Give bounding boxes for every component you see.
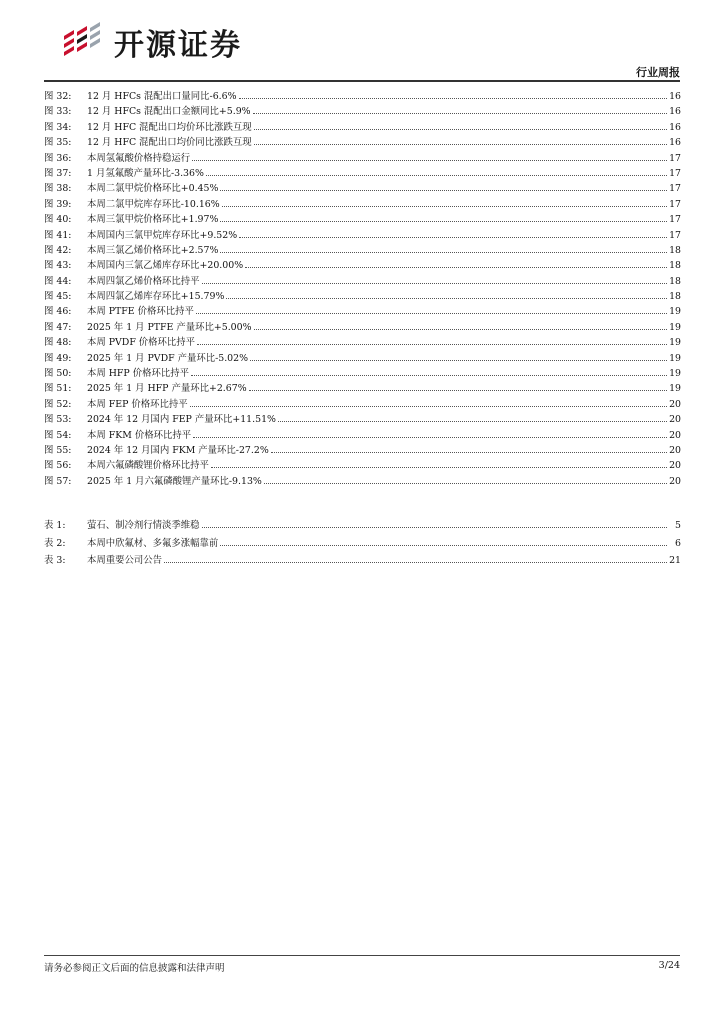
toc-entry-title: 12 月 HFCs 混配出口量同比-6.6% [87, 91, 237, 102]
toc-entry-title: 2025 年 1 月 HFP 产量环比+2.67% [87, 383, 247, 395]
toc-entry-page: 20 [669, 475, 681, 487]
toc-leader [239, 89, 667, 99]
toc-entry-label: 表 2: [44, 537, 66, 549]
toc-leader [190, 397, 667, 407]
toc-leader [211, 458, 667, 468]
brand-logo [60, 22, 242, 62]
toc-entry-label: 图 46: [44, 306, 72, 318]
toc-entry-figure[interactable] [44, 151, 681, 166]
toc-leader [202, 274, 667, 284]
toc-entry-label: 表 3: [44, 555, 66, 567]
toc-entry-title: 本周三氯甲烷价格环比+1.97% [87, 214, 219, 226]
toc-entry-label: 图 35: [44, 137, 72, 149]
toc-entry-title: 12 月 HFCs 混配出口金额同比+5.9% [87, 106, 251, 118]
toc-leader [192, 151, 667, 161]
toc-entry-label: 图 52: [44, 398, 72, 410]
toc-entry-figure[interactable] [44, 428, 681, 443]
toc-entry-figure[interactable] [44, 474, 681, 489]
toc-entry-label: 图 45: [44, 291, 72, 303]
toc-leader [264, 474, 667, 484]
toc-entry-label: 图 57: [44, 475, 72, 487]
toc-entry-title: 本周三氯乙烯价格环比+2.57% [87, 244, 219, 256]
toc-leader [250, 351, 667, 361]
toc-leader [220, 212, 667, 222]
toc-entry-label: 表 1: [44, 520, 66, 531]
toc-entry-page: 20 [669, 460, 681, 472]
toc-entry-figure[interactable] [44, 381, 681, 396]
toc-entry-title: 12 月 HFC 混配出口均价同比涨跌互现 [87, 137, 252, 149]
toc-entry-page: 17 [669, 198, 681, 210]
toc-entry-label: 图 55: [44, 444, 72, 456]
toc-entry-figure[interactable] [44, 243, 681, 258]
toc-leader [239, 228, 667, 238]
toc-entry-figure[interactable] [44, 397, 681, 412]
toc-entry-figure[interactable] [44, 120, 681, 135]
toc-entry-title: 2025 年 1 月 PVDF 产量环比-5.02% [87, 352, 249, 364]
toc-entry-label: 图 44: [44, 275, 72, 287]
toc-entry-page: 17 [669, 229, 681, 241]
toc-entry-title: 本周六氟磷酸锂价格环比持平 [87, 460, 209, 472]
toc-entry-label: 图 56: [44, 460, 72, 472]
toc-entry-page: 20 [669, 444, 681, 456]
toc-entry-page: 5 [675, 520, 681, 531]
page-number: 3/24 [658, 960, 680, 971]
toc-entry-figure[interactable] [44, 181, 681, 196]
toc-leader [222, 197, 667, 207]
toc-entry-page: 19 [669, 306, 681, 318]
toc-entry-figure[interactable] [44, 197, 681, 212]
toc-entry-title: 本周 PTFE 价格环比持平 [87, 306, 194, 318]
toc-leader [271, 443, 667, 453]
toc-entry-figure[interactable] [44, 166, 681, 181]
brand-logo-icon [60, 22, 108, 62]
toc-entry-title: 本周 FEP 价格环比持平 [87, 398, 188, 410]
disclaimer-note: 请务必参阅正文后面的信息披露和法律声明 [44, 963, 225, 974]
toc-entry-page: 17 [669, 214, 681, 226]
toc-entry-label: 图 47: [44, 321, 72, 333]
toc-entry-title: 本周国内三氯乙烯库存环比+20.00% [87, 260, 244, 272]
toc-entry-figure[interactable] [44, 212, 681, 227]
toc-entry-title: 2025 年 1 月 PTFE 产量环比+5.00% [87, 321, 252, 333]
toc-entry-title: 2024 年 12 月国内 FKM 产量环比-27.2% [87, 444, 269, 456]
toc-leader [226, 289, 667, 299]
toc-entry-title: 本周 HFP 价格环比持平 [87, 368, 189, 380]
toc-entry-page: 19 [669, 337, 681, 349]
toc-entry-figure[interactable] [44, 335, 681, 350]
toc-entry-figure[interactable] [44, 104, 681, 119]
toc-entry-label: 图 48: [44, 337, 72, 349]
toc-entry-title: 2025 年 1 月六氟磷酸锂产量环比-9.13% [87, 475, 262, 487]
toc-entry-label: 图 36: [44, 152, 72, 164]
toc-entry-title: 本周二氯甲烷库存环比-10.16% [87, 198, 220, 210]
toc-entry-label: 图 42: [44, 244, 72, 256]
toc-entry-label: 图 37: [44, 167, 72, 179]
footer-divider [44, 955, 680, 956]
toc-entry-figure[interactable] [44, 458, 681, 473]
toc-entry-page: 17 [669, 167, 681, 179]
toc-entry-figure[interactable] [44, 274, 681, 289]
toc-leader [253, 104, 667, 114]
toc-entry-label: 图 43: [44, 260, 72, 272]
toc-entry-page: 16 [669, 106, 681, 118]
toc-leader [278, 412, 667, 422]
report-type: 行业周报 [636, 66, 680, 79]
toc-entry-figure[interactable] [44, 228, 681, 243]
toc-entry-page: 19 [669, 368, 681, 380]
toc-leader [206, 166, 667, 176]
toc-leader [220, 243, 667, 253]
toc-entry-page: 19 [669, 383, 681, 395]
toc-entry-title: 本周 FKM 价格环比持平 [87, 429, 192, 441]
toc-entry-page: 18 [669, 260, 681, 272]
toc-entry-figure[interactable] [44, 135, 681, 150]
toc-entry-page: 18 [669, 291, 681, 303]
page-header [0, 0, 724, 84]
brand-name: 开源证券 [114, 28, 242, 63]
toc-entry-label: 图 53: [44, 414, 72, 426]
figure-index [44, 89, 681, 489]
toc-entry-page: 17 [669, 152, 681, 164]
toc-entry-label: 图 49: [44, 352, 72, 364]
toc-entry-label: 图 33: [44, 106, 72, 118]
toc-leader [193, 428, 667, 438]
toc-entry-title: 本周 PVDF 价格环比持平 [87, 337, 196, 349]
toc-entry-label: 图 38: [44, 183, 72, 195]
table-index [44, 517, 681, 570]
toc-entry-figure[interactable] [44, 412, 681, 427]
toc-entry-title: 2024 年 12 月国内 FEP 产量环比+11.51% [87, 414, 276, 426]
toc-entry-page: 21 [669, 555, 681, 567]
toc-entry-page: 18 [669, 275, 681, 287]
toc-entry-page: 16 [669, 137, 681, 149]
toc-entry-figure[interactable] [44, 289, 681, 304]
toc-entry-page: 20 [669, 398, 681, 410]
toc-entry-figure[interactable] [44, 320, 681, 335]
toc-entry-page: 19 [669, 352, 681, 364]
toc-entry-page: 16 [669, 121, 681, 133]
toc-entry-table[interactable] [44, 552, 681, 570]
toc-entry-label: 图 40: [44, 214, 72, 226]
toc-leader [220, 181, 667, 191]
toc-entry-title: 本周氢氟酸价格持稳运行 [87, 152, 191, 164]
toc-entry-figure[interactable] [44, 366, 681, 381]
toc-entry-label: 图 39: [44, 198, 72, 210]
toc-entry-figure[interactable] [44, 304, 681, 319]
toc-leader [245, 258, 667, 268]
toc-entry-table[interactable] [44, 517, 681, 535]
toc-entry-title: 萤石、制冷剂行情淡季维稳 [87, 520, 200, 531]
toc-leader [202, 518, 667, 528]
toc-entry-table[interactable] [44, 535, 681, 553]
toc-entry-title: 本周中欣氟材、多氟多涨幅靠前 [87, 537, 219, 549]
toc-entry-label: 图 51: [44, 383, 72, 395]
toc-entry-page: 17 [669, 183, 681, 195]
toc-leader [220, 536, 667, 546]
toc-entry-figure[interactable] [44, 443, 681, 458]
toc-entry-page: 19 [669, 321, 681, 333]
toc-entry-label: 图 32: [44, 91, 72, 102]
toc-entry-page: 20 [669, 414, 681, 426]
toc-entry-title: 1 月氢氟酸产量环比-3.36% [87, 167, 204, 179]
toc-leader [191, 366, 667, 376]
toc-entry-page: 18 [669, 244, 681, 256]
toc-entry-figure[interactable] [44, 258, 681, 273]
toc-entry-figure[interactable] [44, 89, 681, 104]
header-divider [44, 80, 680, 82]
toc-entry-page: 16 [669, 91, 681, 102]
toc-leader [249, 381, 667, 391]
toc-leader [254, 320, 667, 330]
toc-entry-title: 本周重要公司公告 [87, 555, 163, 567]
toc-leader [254, 120, 667, 130]
toc-entry-page: 20 [669, 429, 681, 441]
toc-entry-title: 本周四氯乙烯价格环比持平 [87, 275, 200, 287]
toc-entry-title: 本周二氯甲烷价格环比+0.45% [87, 183, 219, 195]
toc-leader [164, 553, 667, 563]
toc-leader [254, 135, 667, 145]
toc-entry-label: 图 41: [44, 229, 72, 241]
toc-entry-label: 图 54: [44, 429, 72, 441]
toc-entry-figure[interactable] [44, 351, 681, 366]
toc-leader [196, 304, 667, 314]
toc-entry-label: 图 34: [44, 121, 72, 133]
toc-entry-title: 本周四氯乙烯库存环比+15.79% [87, 291, 225, 303]
toc-entry-title: 12 月 HFC 混配出口均价环比涨跌互现 [87, 121, 252, 133]
toc-entry-page: 6 [675, 537, 681, 549]
toc-leader [197, 335, 667, 345]
toc-entry-title: 本周国内三氯甲烷库存环比+9.52% [87, 229, 238, 241]
toc-entry-label: 图 50: [44, 368, 72, 380]
